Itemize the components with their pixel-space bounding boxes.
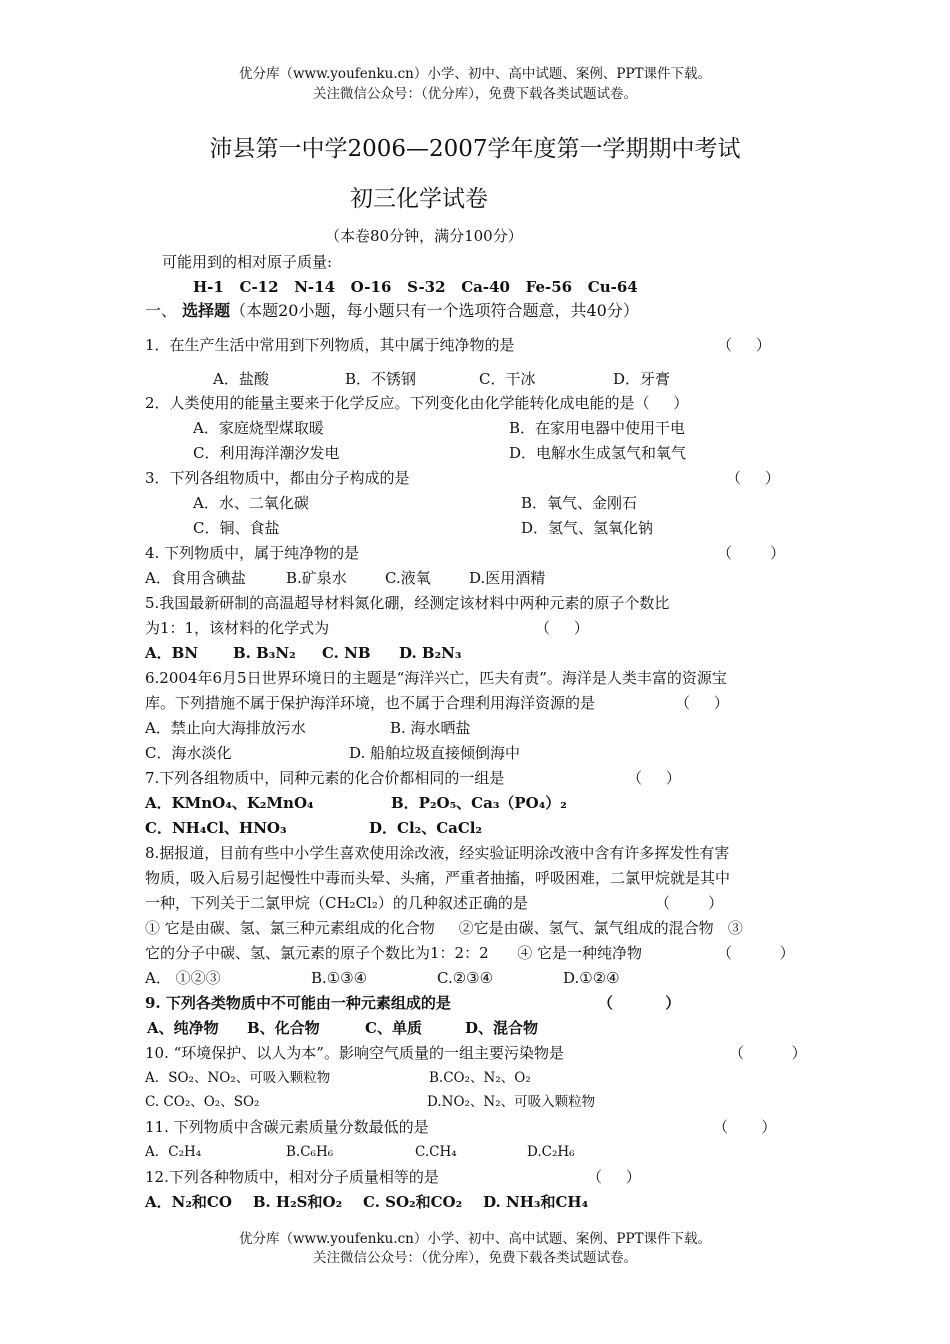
q4-answer-paren: （ ） bbox=[717, 544, 786, 562]
section-1-header bbox=[145, 301, 639, 321]
q9-option-b: B、化合物 bbox=[247, 1019, 320, 1037]
section-prefix: 一、 bbox=[145, 301, 178, 320]
exam-subtitle: 初三化学试卷 bbox=[350, 186, 488, 212]
q8-statement-line-2: 它的分子中碳、氢、氯元素的原子个数比为1：2：2 ④ 它是一种纯净物 bbox=[145, 944, 643, 962]
q11-option-b: B.C₆H₆ bbox=[286, 1144, 334, 1160]
q5-option-d: D. B₂N₃ bbox=[399, 644, 462, 662]
q8-stem-line-1: 8.据报道，目前有些中小学生喜欢使用涂改液，经实验证明涂改液中含有许多挥发性有害 bbox=[145, 844, 730, 862]
exam-info: （本卷80分钟，满分100分） bbox=[325, 227, 523, 245]
q4-stem: 4. 下列物质中，属于纯净物的是 bbox=[145, 544, 360, 562]
q3-option-c: C．铜、食盐 bbox=[193, 519, 280, 537]
atomic-mass-values: H-1 C-12 N-14 O-16 S-32 Ca-40 Fe-56 Cu-64 bbox=[193, 278, 638, 296]
q1-answer-paren: （ ） bbox=[717, 336, 771, 354]
q10-option-a: A．SO₂、NO₂、可吸入颗粒物 bbox=[145, 1070, 331, 1086]
exam-title: 沛县第一中学2006—2007学年度第一学期期中考试 bbox=[209, 136, 741, 162]
q3-stem: 3．下列各组物质中，都由分子构成的是 bbox=[145, 469, 410, 487]
q6-option-a: A．禁止向大海排放污水 bbox=[145, 719, 306, 737]
q2-option-a: A．家庭烧型煤取暖 bbox=[193, 419, 324, 437]
q9-option-c: C、单质 bbox=[365, 1019, 422, 1037]
header-line-2: 关注微信公众号：（优分库），免费下载各类试题试卷。 bbox=[313, 86, 637, 102]
q6-stem-line-2: 库。下列措施不属于保护海洋环境，也不属于合理利用海洋资源的是 bbox=[145, 694, 596, 712]
q3-answer-paren: （ ） bbox=[726, 469, 780, 487]
q8-stem-line-2: 物质，吸入后易引起慢性中毒而头晕、头痛，严重者抽搐，呼吸困难，二氯甲烷就是其中 bbox=[145, 869, 731, 887]
section-desc: （本题20小题，每小题只有一个选项符合题意，共40分） bbox=[230, 301, 639, 320]
q11-option-a: A．C₂H₄ bbox=[145, 1144, 202, 1160]
atomic-mass-label: 可能用到的相对原子质量: bbox=[162, 253, 333, 271]
q4-option-c: C.液氧 bbox=[385, 569, 431, 587]
q11-option-d: D.C₂H₆ bbox=[527, 1144, 575, 1160]
q11-option-c: C.CH₄ bbox=[415, 1144, 457, 1160]
q12-options: A．N₂和CO B. H₂S和O₂ C. SO₂和CO₂ D. NH₃和CH₄ bbox=[145, 1193, 589, 1211]
q3-option-d: D．氢气、氢氧化钠 bbox=[521, 519, 654, 537]
q7-option-c: C．NH₄Cl、HNO₃ bbox=[145, 819, 287, 837]
section-title: 选择题 bbox=[182, 301, 231, 320]
q1-option-b: B．不锈钢 bbox=[345, 370, 417, 388]
q10-stem: 10. “环境保护、以人为本”。影响空气质量的一组主要污染物是 bbox=[145, 1044, 564, 1062]
q8-option-d: D.①②④ bbox=[563, 969, 620, 987]
q6-option-d: D. 船舶垃圾直接倾倒海中 bbox=[349, 744, 521, 762]
q2-option-b: B．在家用电器中使用干电 bbox=[509, 419, 686, 437]
q5-stem-line-1: 5.我国最新研制的高温超导材料氮化硼，经测定该材料中两种元素的原子个数比 bbox=[145, 594, 670, 612]
q9-option-d: D、混合物 bbox=[465, 1019, 539, 1037]
q8-option-b: B.①③④ bbox=[311, 969, 368, 987]
q9-stem: 9. 下列各类物质中不可能由一种元素组成的是 bbox=[145, 994, 451, 1012]
q5-option-a: A．BN bbox=[145, 644, 199, 662]
q2-option-d: D．电解水生成氢气和氧气 bbox=[509, 444, 687, 462]
q7-option-a: A．KMnO₄、K₂MnO₄ bbox=[145, 794, 314, 812]
q6-answer-paren: （ ） bbox=[675, 694, 729, 712]
q7-stem: 7.下列各组物质中，同种元素的化合价都相同的一组是 bbox=[145, 769, 505, 787]
q6-stem-line-1: 6.2004年6月5日世界环境日的主题是“海洋兴亡，匹夫有责”。海洋是人类丰富的资源宝 bbox=[145, 669, 727, 687]
q1-stem: 1．在生产生活中常用到下列物质，其中属于纯净物的是 bbox=[145, 336, 515, 354]
q4-option-d: D.医用酒精 bbox=[469, 569, 546, 587]
q5-answer-paren: （ ） bbox=[535, 619, 589, 637]
q5-stem-line-2: 为1：1，该材料的化学式为 bbox=[145, 619, 330, 637]
q3-option-b: B．氧气、金刚石 bbox=[521, 494, 638, 512]
q12-answer-paren: （ ） bbox=[587, 1168, 641, 1186]
header-line-1: 优分库（www.youfenku.cn）小学、初中、高中试题、案例、PPT课件下载。 bbox=[238, 66, 712, 82]
q1-option-d: D．牙膏 bbox=[613, 370, 671, 388]
q10-option-d: D.NO₂、N₂、可吸入颗粒物 bbox=[427, 1094, 596, 1110]
q11-stem: 11. 下列物质中含碳元素质量分数最低的是 bbox=[145, 1118, 429, 1136]
q10-option-c: C. CO₂、O₂、SO₂ bbox=[145, 1094, 260, 1110]
q8-stem-line-3: 一种，下列关于二氯甲烷（CH₂Cl₂）的几种叙述正确的是 bbox=[145, 894, 528, 912]
q7-option-d: D．Cl₂、CaCl₂ bbox=[369, 819, 483, 837]
q5-option-b: B. B₃N₂ bbox=[233, 644, 296, 662]
q6-option-b: B. 海水晒盐 bbox=[390, 719, 471, 737]
q1-option-a: A．盐酸 bbox=[213, 370, 269, 388]
q12-stem: 12.下列各种物质中，相对分子质量相等的是 bbox=[145, 1168, 439, 1186]
q9-answer-paren: （ ） bbox=[598, 994, 681, 1012]
q5-option-c: C. NB bbox=[322, 644, 371, 662]
q2-option-c: C．利用海洋潮汐发电 bbox=[193, 444, 340, 462]
q4-option-a: A．食用含碘盐 bbox=[145, 569, 246, 587]
q10-answer-paren: （ ） bbox=[729, 1044, 807, 1062]
q8-answer-paren: （ ） bbox=[655, 894, 724, 912]
q6-option-c: C．海水淡化 bbox=[145, 744, 232, 762]
q7-answer-paren: （ ） bbox=[627, 769, 681, 787]
footer-line-2: 关注微信公众号：（优分库），免费下载各类试题试卷。 bbox=[313, 1250, 637, 1266]
q4-option-b: B.矿泉水 bbox=[286, 569, 347, 587]
q8-option-a: A． ①②③ bbox=[145, 969, 221, 987]
q8-statement-line-1: ① 它是由碳、氢、氯三种元素组成的化合物 ②它是由碳、氢气、氯气组成的混合物 ③ bbox=[145, 919, 743, 937]
q10-option-b: B.CO₂、N₂、O₂ bbox=[429, 1070, 531, 1086]
q8-option-c: C.②③④ bbox=[437, 969, 494, 987]
q7-option-b: B．P₂O₅、Ca₃（PO₄）₂ bbox=[391, 794, 567, 812]
q9-option-a: A、纯净物 bbox=[147, 1019, 219, 1037]
q3-option-a: A．水、二氧化碳 bbox=[193, 494, 309, 512]
q8-answer-paren-2: （ ） bbox=[717, 944, 795, 962]
q11-answer-paren: （ ） bbox=[713, 1118, 777, 1136]
footer-line-1: 优分库（www.youfenku.cn）小学、初中、高中试题、案例、PPT课件下载。 bbox=[238, 1231, 712, 1247]
q2-stem: 2．人类使用的能量主要来于化学反应。下列变化由化学能转化成电能的是（ ） bbox=[145, 394, 689, 412]
q1-option-c: C．干冰 bbox=[479, 370, 536, 388]
